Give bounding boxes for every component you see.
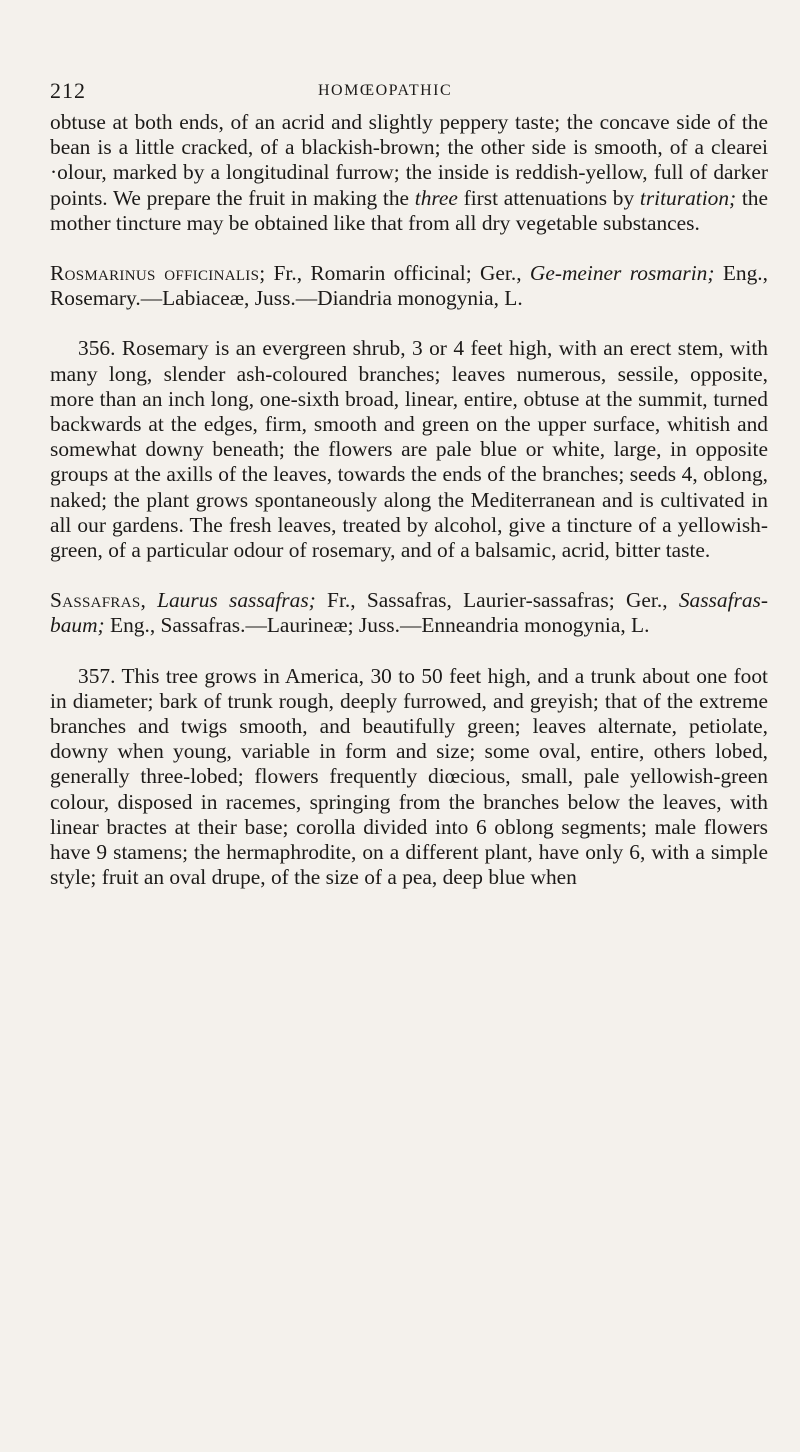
text-run: , [140,588,158,613]
page-number: 212 [50,78,86,103]
paragraph-357: 357. This tree grows in America, 30 to 50 feet high, and a trunk about one foot in diameter; bark of trunk rough, deeply furrowed, and greyish; that of the extreme branches and twigs smooth, and beautifully green; leaves alternate, petiolate, downy when young, variable in form and size; some oval, entire, others lobed, generally three-lobed; flowers frequently diœcious, small, pale yellowish-green colour, disposed in racemes, springing from the branches below the leaves, with linear bractes at their base; corolla divided into 6 oblong segments; male flowers have 9 stamens; the hermaphrodite, on a different plant, have only 6, with a simple style; fruit an oval drupe, of the size of a pea, deep blue when [50,663,768,890]
latin-name: Sassafras [50,588,141,613]
german-name: Ge-meiner rosmarin; [529,261,715,286]
text-run: Fr., Sassafras, Laurier-sassafras; Ger., [315,588,679,613]
sassafras-heading [50,588,768,638]
text-run: the mother tincture may be obtained like that from all dry vegetable substances. [50,185,768,235]
genus-name: Laurus sassafras; [157,588,316,613]
text-run: Eng., Rosemary.—Labiaceæ, Juss.—Diandria monogynia, L. [50,261,768,311]
paragraph-356: 356. Rosemary is an evergreen shrub, 3 or 4 feet high, with an erect stem, with many long, slender ash-coloured branches; leaves numerous, sessile, opposite, more than an inch long, one-sixth broad, linear, entire, obtuse at the summit, turned backwards at the edges, firm, smooth and green on the upper surface, whitish and somewhat downy beneath; the flowers are pale blue or white, large, in opposite groups at the axills of the leaves, towards the ends of the branches; seeds 4, oblong, naked; the plant grows spontaneously along the Mediterranean and is cultivated in all our gardens. The fresh leaves, treated by alcohol, give a tincture of a yellowish-green, of a particular odour of rosemary, and of a balsamic, acrid, bitter taste. [50,336,768,563]
latin-name: Rosmarinus officinalis [50,261,260,286]
emphasis-three: three [414,185,458,210]
rosmarinus-heading [50,261,768,311]
running-head: HOMŒOPATHIC [318,82,453,99]
page-header [50,78,760,108]
emphasis-trituration: trituration; [639,185,737,210]
text-run: ; Fr., Romarin officinal; Ger., [259,261,530,286]
text-run: Eng., Sassafras.—Laurineæ; Juss.—Enneandria monogynia, L. [104,613,650,638]
continuation-paragraph [50,110,768,236]
body-text [50,110,768,890]
text-run: obtuse at both ends, of an acrid and slightly peppery taste; the concave side of the bean is a little cracked, of a blackish-brown; the other side is smooth, of a clearei ·olour, marked by a longitudinal furrow; the inside is reddish-yellow, full of darker points. We prepare the fruit in making the [50,110,768,210]
german-name: Sassafras-baum; [50,588,768,638]
text-run: first attenuations by [457,185,640,210]
